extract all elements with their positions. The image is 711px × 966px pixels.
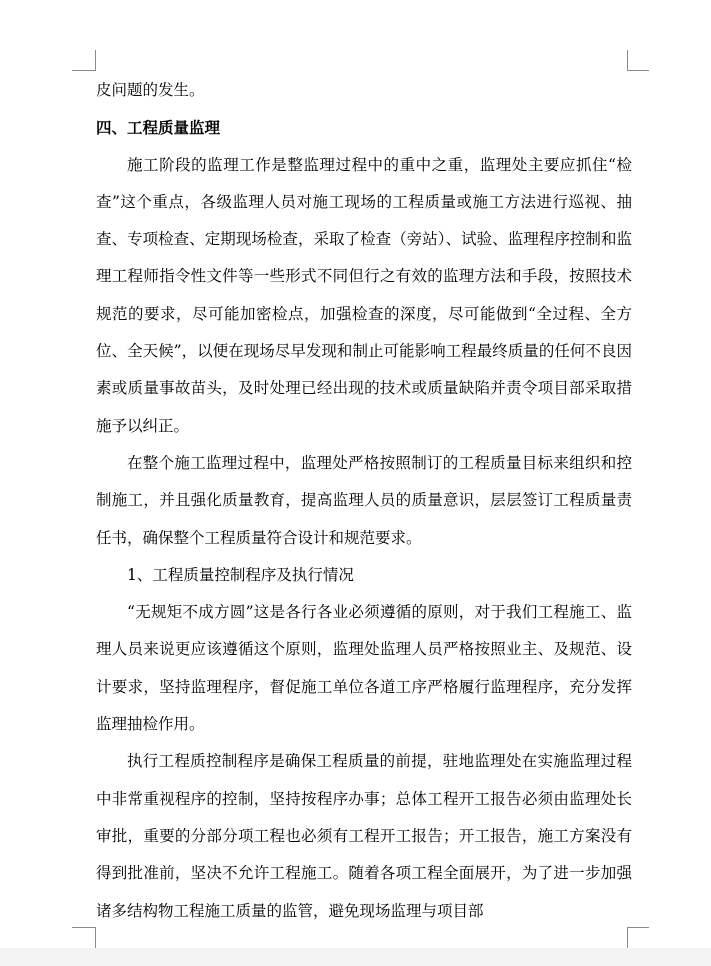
crop-mark-top-left-vertical bbox=[95, 50, 96, 71]
crop-mark-bottom-left-vertical bbox=[95, 927, 96, 949]
document-body bbox=[96, 72, 632, 930]
crop-mark-top-right-horizontal bbox=[627, 70, 649, 71]
crop-mark-bottom-right-vertical bbox=[627, 927, 628, 949]
crop-mark-top-left-horizontal bbox=[72, 70, 96, 71]
paragraph-rules: “无规矩不成方圆”这是各行各业必须遵循的原则，对于我们工程施工、监理人员来说更应该遵循这个原则，监理处监理人员严格按照业主、及规范、设计要求，坚持监理程序，督促施工单位各道工序严格履行监理程序，充分发挥监理抽检作用。 bbox=[96, 603, 632, 734]
paragraph-construction-supervision: 施工阶段的监理工作是整监理过程中的重中之重，监理处主要应抓住“检查”这个重点，各级监理人员对施工现场的工程质量或施工方法进行巡视、抽查、专项检查、定期现场检查，采取了检查（旁站）、试验、监理程序控制和监理工程师指令性文件等一些形式不同但行之有效的监理方法和手段，按照技术规范的要求，尽可能加密检点，加强检查的深度，尽可能做到“全过程、全方位、全天候”，以便在现场尽早发现和制止可能影响工程最终质量的任何不良因素或质量事故苗头，及时处理已经出现的技术或质量缺陷并责令项目部采取措施予以纠正。 bbox=[96, 155, 632, 435]
crop-mark-bottom-left-horizontal bbox=[72, 927, 96, 928]
paragraph-procedure: 执行工程质控制程序是确保工程质量的前提，驻地监理处在实施监理过程中非常重视程序的控制，坚持按程序办事；总体工程开工报告必须由监理处长审批，重要的分部分项工程也必须有工程开工报告；开工报告，施工方案没有得到批准前，坚决不允许工程施工。随着各项工程全面展开，为了进一步加强诸多结构物工程施工质量的监管，避免现场监理与项目部 bbox=[96, 752, 632, 920]
page-bottom-margin bbox=[0, 948, 711, 966]
crop-mark-top-right-vertical bbox=[627, 50, 628, 71]
section-heading: 四、工程质量监理 bbox=[96, 118, 221, 138]
paragraph-quality-targets: 在整个施工监理过程中，监理处严格按照制订的工程质量目标来组织和控制施工，并且强化质量教育，提高监理人员的质量意识，层层签订工程质量责任书，确保整个工程质量符合设计和规范要求。 bbox=[96, 453, 632, 547]
subsection-heading: 1、工程质量控制程序及执行情况 bbox=[127, 565, 354, 584]
paragraph-continuation: 皮问题的发生。 bbox=[96, 81, 205, 99]
